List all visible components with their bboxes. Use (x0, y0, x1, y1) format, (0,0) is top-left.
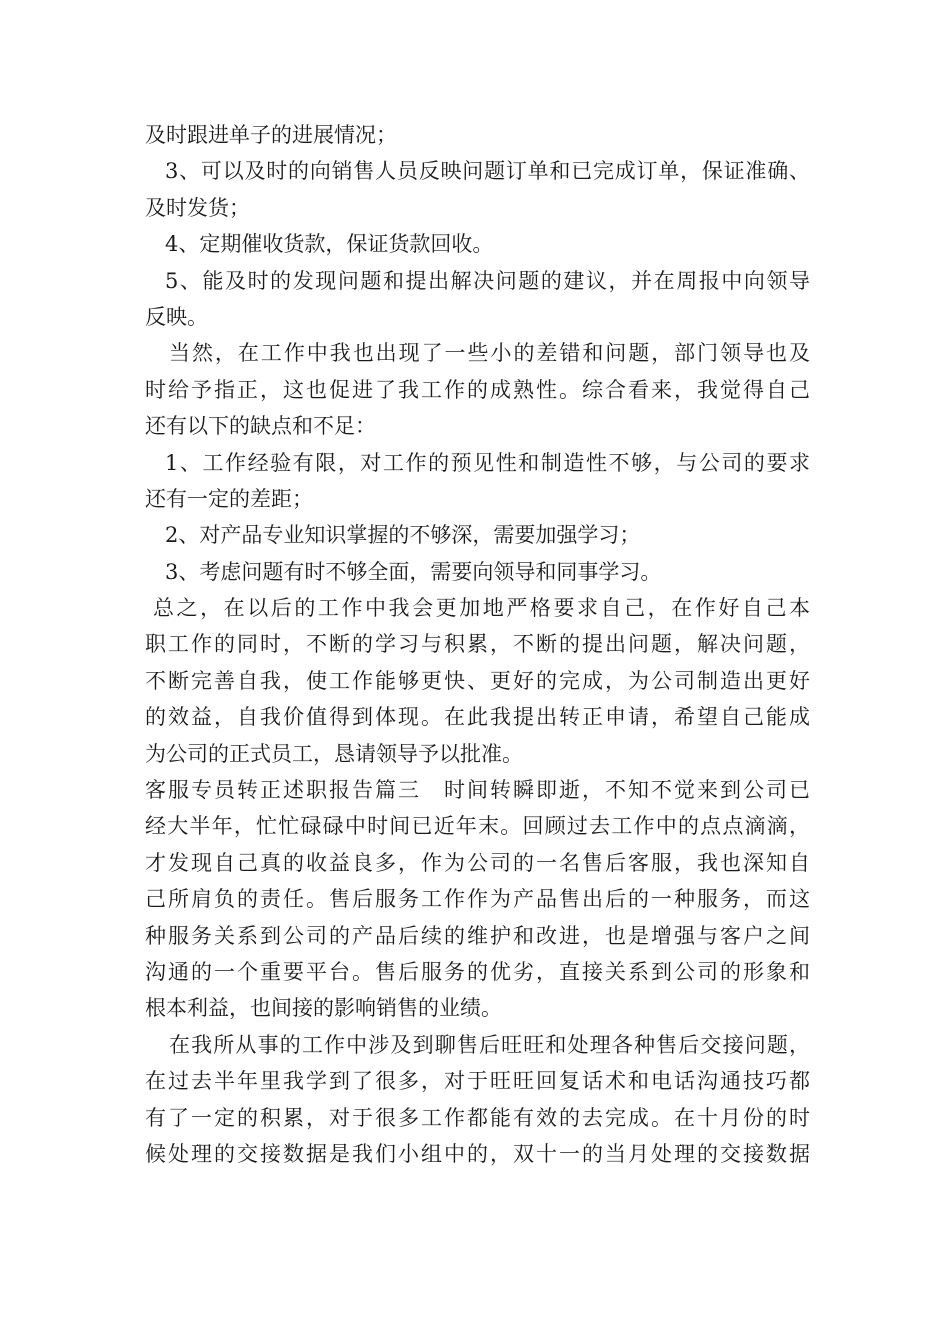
text-line: 种服务关系到公司的产品后续的维护和改进，也是增强与客户之间 (145, 923, 810, 948)
text-line: 还有以下的缺点和不足： (145, 414, 376, 439)
text-line: 时给予指正，这也促进了我工作的成熟性。综合看来，我觉得自己 (145, 377, 810, 402)
text-line: 己所肩负的责任。售后服务工作作为产品售出后的一种服务，而这 (145, 887, 810, 912)
text-line: 沟通的一个重要平台。售后服务的优劣，直接关系到公司的形象和 (145, 959, 810, 984)
text-line: 2、对产品专业知识掌握的不够深，需要加强学习； (165, 523, 641, 548)
text-line: 1、工作经验有限，对工作的预见性和制造性不够，与公司的要求 (165, 450, 810, 475)
text-line: 候处理的交接数据是我们小组中的，双十一的当月处理的交接数据 (145, 1141, 810, 1166)
text-line: 及时发货； (145, 195, 250, 220)
text-line: 职工作的同时，不断的学习与积累，不断的提出问题，解决问题， (145, 632, 810, 657)
text-line: 为公司的正式员工，恳请领导予以批准。 (145, 741, 523, 766)
document-page (145, 117, 810, 1172)
text-line: 5、能及时的发现问题和提出解决问题的建议，并在周报中向领导 (165, 268, 810, 293)
text-line: 及时跟进单子的进展情况； (145, 123, 397, 147)
text-line: 当然，在工作中我也出现了一些小的差错和问题，部门领导也及 (169, 341, 810, 366)
text-line: 总之，在以后的工作中我会更加地严格要求自己，在作好自己本 (153, 596, 810, 621)
text-line: 3、可以及时的向销售人员反映问题订单和已完成订单，保证准确、 (165, 159, 810, 184)
text-line: 反映。 (145, 304, 208, 329)
text-line: 经大半年，忙忙碌碌中时间已近年末。回顾过去工作中的点点滴滴， (145, 814, 810, 839)
text-line: 的效益，自我价值得到体现。在此我提出转正申请，希望自己能成 (145, 705, 810, 730)
text-line: 才发现自己真的收益良多，作为公司的一名售后客服，我也深知自 (145, 850, 810, 875)
text-line: 3、考虑问题有时不够全面，需要向领导和同事学习。 (165, 559, 662, 584)
text-line: 在过去半年里我学到了很多，对于旺旺回复话术和电话沟通技巧都 (145, 1069, 810, 1094)
text-line: 还有一定的差距； (145, 486, 313, 511)
text-line: 有了一定的积累，对于很多工作都能有效的去完成。在十月份的时 (145, 1105, 810, 1130)
text-line: 客服专员转正述职报告篇三 时间转瞬即逝，不知不觉来到公司已 (145, 778, 810, 803)
text-line: 4、定期催收货款，保证货款回收。 (165, 232, 494, 257)
text-line: 不断完善自我，使工作能够更快、更好的完成，为公司制造出更好 (145, 668, 810, 693)
text-line: 在我所从事的工作中涉及到聊售后旺旺和处理各种售后交接问题， (169, 1032, 810, 1057)
text-line: 根本利益，也间接的影响销售的业绩。 (145, 996, 502, 1021)
